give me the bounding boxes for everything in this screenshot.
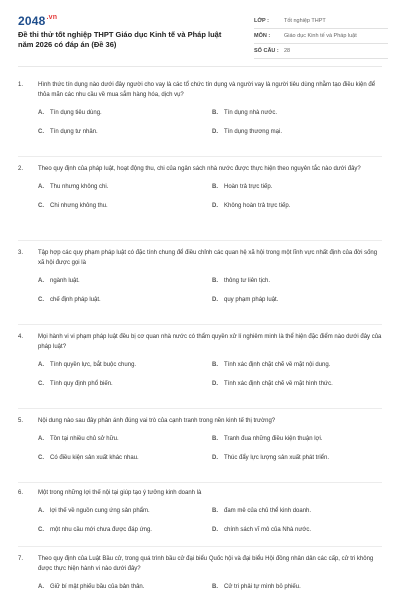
- question-body: Một trong những lợi thế nội tại giúp tạo ý tưởng kinh doanh là: [38, 490, 202, 496]
- option-text: một nhu cầu mới chưa được đáp ứng.: [50, 527, 152, 533]
- option-group: [18, 184, 382, 224]
- option-text: lợi thế về nguồn cung ứng sản phẩm.: [50, 508, 150, 514]
- meta-label: MÔN :: [254, 33, 271, 39]
- option-letter: A.: [38, 110, 44, 116]
- option-text: Tính quy định phổ biến.: [50, 381, 113, 387]
- option-letter: C.: [38, 455, 44, 461]
- question-text: [18, 416, 382, 426]
- question-number: 7.: [18, 556, 24, 562]
- question-divider: [18, 482, 382, 483]
- option-letter: C.: [38, 297, 44, 303]
- meta-label: LỚP :: [254, 18, 269, 24]
- meta-row-count: [254, 44, 388, 59]
- question-text: [18, 488, 382, 498]
- option-group: [18, 110, 382, 150]
- option-letter: D.: [212, 381, 218, 387]
- option-letter: C.: [38, 203, 44, 209]
- option-letter: A.: [38, 584, 44, 590]
- option-group: [18, 584, 382, 596]
- exam-meta: [254, 14, 388, 59]
- option-text: chế định pháp luật.: [50, 297, 101, 303]
- question-3: [18, 248, 382, 318]
- option-text: Tính xác định chặt chẽ về mặt nội dung.: [224, 362, 331, 368]
- question-number: 5.: [18, 418, 24, 424]
- question-body: Mọi hành vi vi phạm pháp luật đều bị cơ quan nhà nước có thẩm quyền xử lí nghiêm minh là thể hiện đặc điểm nào dưới đây của pháp luật?: [38, 334, 382, 350]
- option-group: [18, 362, 382, 402]
- option-letter: D.: [212, 129, 218, 135]
- option-letter: B.: [212, 110, 218, 116]
- option-text: Giữ bí mật phiếu bầu của bản thân.: [50, 584, 145, 590]
- option-letter: C.: [38, 381, 44, 387]
- option-group: [18, 508, 382, 548]
- meta-label: SỐ CÂU :: [254, 48, 279, 54]
- question-body: Nội dung nào sau đây phản ánh đúng vai trò của cạnh tranh trong nền kinh tế thị trường?: [38, 418, 276, 424]
- question-4: [18, 332, 382, 402]
- option-text: Chi nhưng không thu.: [50, 203, 108, 209]
- question-number: 1.: [18, 82, 24, 88]
- option-letter: A.: [38, 362, 44, 368]
- option-text: Tính xác định chặt chẽ về mặt hình thức.: [224, 381, 333, 387]
- question-body: Hình thức tín dụng nào dưới đây người cho vay là các tổ chức tín dụng và người vay là người tiêu dùng nhằm tạo điều kiện để thỏa mãn các nhu cầu về mua sắm hàng hóa, dịch vụ?: [38, 82, 376, 98]
- question-divider: [18, 546, 382, 547]
- option-letter: B.: [212, 278, 218, 284]
- meta-value: 28: [284, 48, 291, 54]
- question-text: [18, 332, 382, 352]
- header-divider: [18, 66, 382, 67]
- option-text: chính sách vĩ mô của Nhà nước.: [224, 527, 311, 533]
- option-group: [18, 436, 382, 476]
- question-body: Theo quy định của Luật Bầu cử, trong quá trình bầu cử đại biểu Quốc hội và đại biểu Hội đồng nhân dân các cấp, cử tri không được thực hiện hành vi nào dưới đây?: [38, 556, 374, 572]
- option-text: Cử tri phải tự mình bỏ phiếu.: [224, 584, 301, 590]
- question-text: [18, 80, 382, 100]
- option-text: Tín dụng tư nhân.: [50, 129, 98, 135]
- site-logo[interactable]: [18, 14, 57, 28]
- question-body: Tập hợp các quy phạm pháp luật có đặc tính chung để điều chỉnh các quan hệ xã hội trong một lĩnh vực nhất định của đời sống xã hội được gọi là: [38, 250, 378, 266]
- option-letter: B.: [212, 508, 218, 514]
- question-5: [18, 416, 382, 476]
- option-text: Không hoàn trả trực tiếp.: [224, 203, 291, 209]
- option-text: Tồn tại nhiều chủ sở hữu.: [50, 436, 119, 442]
- option-letter: D.: [212, 455, 218, 461]
- option-letter: B.: [212, 584, 218, 590]
- logo-text: 2048: [18, 14, 46, 28]
- question-divider: [18, 408, 382, 409]
- question-number: 2.: [18, 166, 24, 172]
- logo-suffix: .vn: [46, 14, 58, 21]
- option-letter: B.: [212, 184, 218, 190]
- question-2: [18, 164, 382, 224]
- question-1: [18, 80, 382, 150]
- exam-title: Đề thi thử tốt nghiệp THPT Giáo dục Kinh tế và Pháp luật năm 2026 có đáp án (Đề 36): [18, 30, 222, 49]
- question-divider: [18, 324, 382, 325]
- option-text: Tín dụng tiêu dùng.: [50, 110, 102, 116]
- option-letter: B.: [212, 362, 218, 368]
- option-letter: A.: [38, 436, 44, 442]
- meta-value: Tốt nghiệp THPT: [284, 18, 326, 24]
- option-text: Có điều kiện sản xuất khác nhau.: [50, 455, 139, 461]
- question-number: 3.: [18, 250, 24, 256]
- option-text: Thúc đẩy lực lượng sản xuất phát triển.: [224, 455, 330, 461]
- option-text: Hoàn trả trực tiếp.: [224, 184, 273, 190]
- question-body: Theo quy định của pháp luật, hoạt động thu, chi của ngân sách nhà nước được thực hiện theo nguyên tắc nào dưới đây?: [38, 166, 361, 172]
- option-text: quy phạm pháp luật.: [224, 297, 279, 303]
- option-letter: D.: [212, 297, 218, 303]
- meta-value: Giáo dục Kinh tế và Pháp luật: [284, 33, 357, 39]
- option-letter: A.: [38, 184, 44, 190]
- question-number: 6.: [18, 490, 24, 496]
- meta-row-subject: [254, 29, 388, 44]
- option-text: Tín dụng nhà nước.: [224, 110, 277, 116]
- question-text: [18, 554, 382, 574]
- option-letter: C.: [38, 527, 44, 533]
- question-divider: [18, 240, 382, 241]
- question-number: 4.: [18, 334, 24, 340]
- question-text: [18, 164, 382, 174]
- option-text: Thu nhưng không chi.: [50, 184, 109, 190]
- option-letter: B.: [212, 436, 218, 442]
- option-text: Tranh đua những điều kiện thuận lợi.: [224, 436, 323, 442]
- meta-row-class: [254, 14, 388, 29]
- option-text: Tính quyền lực, bắt buộc chung.: [50, 362, 137, 368]
- option-letter: A.: [38, 508, 44, 514]
- question-6: [18, 488, 382, 548]
- option-group: [18, 278, 382, 318]
- option-letter: A.: [38, 278, 44, 284]
- option-text: ngành luật.: [50, 278, 80, 284]
- question-text: [18, 248, 382, 268]
- option-letter: D.: [212, 203, 218, 209]
- question-7: [18, 554, 382, 596]
- question-divider: [18, 156, 382, 157]
- option-text: đam mê của chủ thể kinh doanh.: [224, 508, 312, 514]
- option-text: thông tư liên tịch.: [224, 278, 271, 284]
- option-letter: D.: [212, 527, 218, 533]
- page-header: [0, 0, 400, 60]
- option-text: Tín dụng thương mại.: [224, 129, 282, 135]
- option-letter: C.: [38, 129, 44, 135]
